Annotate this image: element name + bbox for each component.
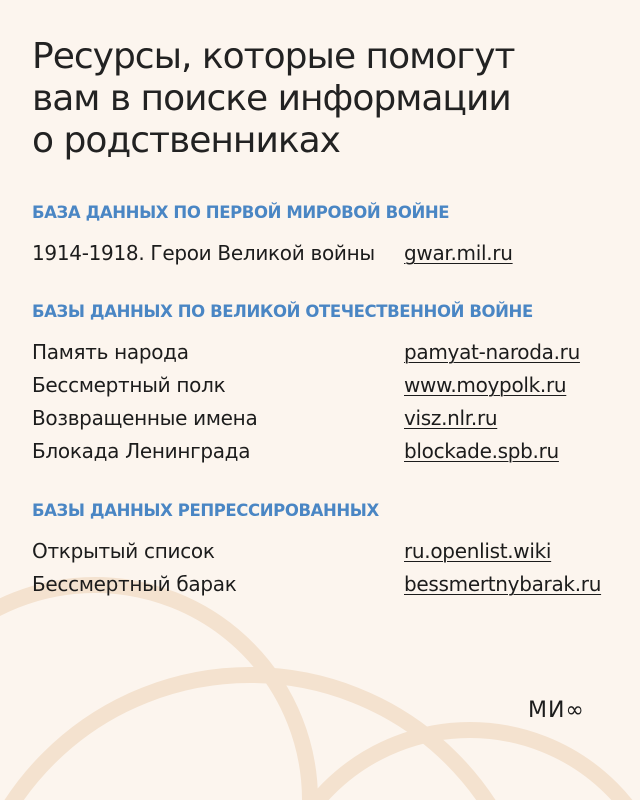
resource-name: Память народа	[32, 340, 189, 364]
resource-link[interactable]: pamyat-naroda.ru	[404, 340, 580, 364]
resource-link[interactable]: www.moypolk.ru	[404, 373, 567, 397]
brand-logo: МИ∞	[528, 698, 585, 723]
list-item	[32, 436, 622, 466]
page-title: Ресурсы, которые помогут вам в поиске информации о родственниках	[32, 36, 515, 161]
list-item	[32, 238, 622, 268]
section-heading-ww1: БАЗА ДАННЫХ ПО ПЕРВОЙ МИРОВОЙ ВОЙНЕ	[32, 203, 450, 222]
resource-name: Возвращенные имена	[32, 406, 258, 430]
section-heading-ww2: БАЗЫ ДАННЫХ ПО ВЕЛИКОЙ ОТЕЧЕСТВЕННОЙ ВОЙНЕ	[32, 302, 533, 321]
resource-link[interactable]: visz.nlr.ru	[404, 406, 498, 430]
list-item	[32, 337, 622, 367]
resource-link[interactable]: blockade.spb.ru	[404, 439, 559, 463]
resource-name: 1914-1918. Герои Великой войны	[32, 241, 375, 265]
resource-name: Бессмертный барак	[32, 572, 237, 596]
resource-link[interactable]: ru.openlist.wiki	[404, 539, 552, 563]
list-item	[32, 370, 622, 400]
resource-name: Открытый список	[32, 539, 215, 563]
resource-name: Блокада Ленинграда	[32, 439, 251, 463]
list-item	[32, 403, 622, 433]
resource-link[interactable]: bessmertnybarak.ru	[404, 572, 602, 596]
resource-name: Бессмертный полк	[32, 373, 226, 397]
list-item	[32, 569, 622, 599]
list-item	[32, 536, 622, 566]
section-heading-repressed: БАЗЫ ДАННЫХ РЕПРЕССИРОВАННЫХ	[32, 501, 379, 520]
resource-link[interactable]: gwar.mil.ru	[404, 241, 513, 265]
